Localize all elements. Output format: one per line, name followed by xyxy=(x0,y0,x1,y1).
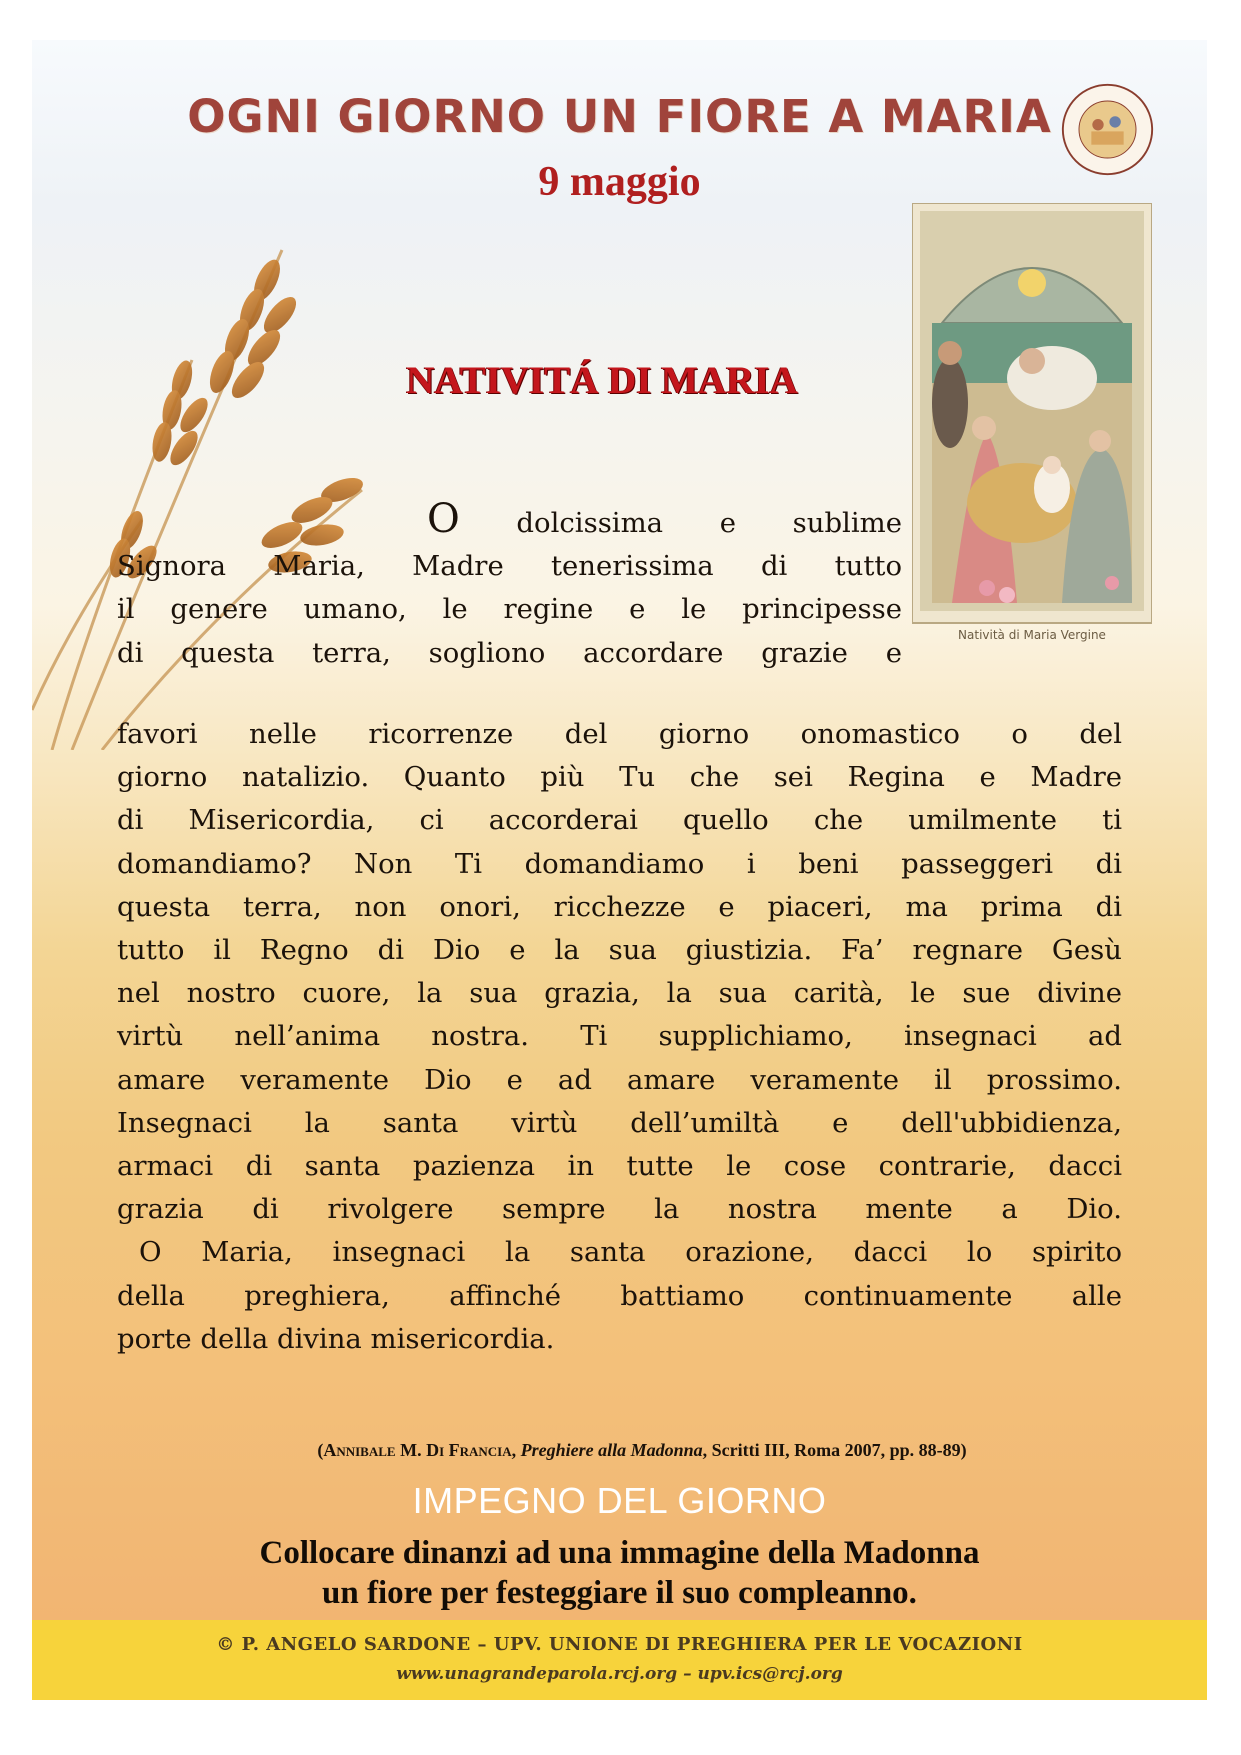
prayer-line: nel nostro cuore, la sua grazia, la sua carità, le sue divine xyxy=(117,977,1122,1010)
prayer-line: giorno natalizio. Quanto più Tu che sei Regina e Madre xyxy=(117,761,1122,794)
daily-commitment xyxy=(32,1533,1207,1613)
prayer-line: Insegnaci la santa virtù dell’umiltà e dell'ubbidienza, xyxy=(117,1106,1122,1139)
prayer-line: della preghiera, affinché battiamo continuamente alle xyxy=(117,1279,1122,1312)
painting-caption: Natività di Maria Vergine xyxy=(958,628,1106,642)
prayer-line: armaci di santa pazienza in tutte le cose contrarie, dacci xyxy=(117,1150,1122,1183)
nativity-painting xyxy=(912,203,1152,648)
citation-rest: , Scritti III, Roma 2007, pp. 88-89) xyxy=(702,1440,967,1460)
prayer-line: questa terra, non onori, ricchezze e piaceri, ma prima di xyxy=(117,890,1122,923)
citation-sep: , xyxy=(511,1440,521,1460)
citation-open: ( xyxy=(317,1440,324,1460)
date-label: 9 maggio xyxy=(538,159,701,205)
prayer-lead-line: Signora Maria, Madre tenerissima di tutto xyxy=(117,550,902,583)
footer-contacts: www.unagrandeparola.rcj.org – upv.ics@rcj.org xyxy=(396,1664,843,1684)
prayer-lead xyxy=(117,498,902,675)
prayer-line: favori nelle ricorrenze del giorno onomastico o del xyxy=(117,718,1122,750)
footer-band xyxy=(32,1620,1207,1700)
citation-author: Annibale M. Di Francia xyxy=(323,1440,512,1460)
prayer-body xyxy=(117,713,1122,1361)
prayer-line: di Misericordia, ci accorderai quello che umilmente ti xyxy=(117,804,1122,837)
prayer-line: tutto il Regno di Dio e la sua giustizia. Fa’ regnare Gesù xyxy=(117,934,1122,967)
prayer-line: O Maria, insegnaci la santa orazione, dacci lo spirito xyxy=(139,1236,1122,1269)
prayer-lead-line: il genere umano, le regine e le principesse xyxy=(117,593,902,626)
unione-preghiera-seal-logo xyxy=(1060,82,1155,177)
page-title: OGNI GIORNO UN FIORE A MARIA xyxy=(187,90,1052,143)
prayer-drop-initial: O xyxy=(427,496,460,542)
prayer-line: virtù nell’anima nostra. Ti supplichiamo, insegnaci ad xyxy=(117,1020,1122,1053)
prayer-line: domandiamo? Non Ti domandiamo i beni passeggeri di xyxy=(117,847,1122,880)
prayer-line: grazia di rivolgere sempre la nostra mente a Dio. xyxy=(117,1193,1122,1226)
impegno-label: IMPEGNO DEL GIORNO xyxy=(412,1480,827,1521)
prayer-lead-line: di questa terra, sogliono accordare grazie e xyxy=(117,636,902,669)
prayer-line: porte della divina misericordia. xyxy=(117,1322,555,1355)
prayer-lead-line xyxy=(117,498,902,545)
flyer-page xyxy=(32,40,1207,1700)
citation-work: Preghiere alla Madonna xyxy=(520,1440,703,1460)
citation xyxy=(162,1440,1122,1461)
commitment-line: un fiore per festeggiare il suo compleanno. xyxy=(322,1575,917,1611)
prayer-lead-line-text: dolcissima e sublime xyxy=(459,507,902,539)
section-heading: NATIVITÁ DI MARIA xyxy=(406,359,798,402)
footer-copyright: © P. ANGELO SARDONE – UPV. UNIONE DI PREGHIERA PER LE VOCAZIONI xyxy=(216,1634,1023,1655)
prayer-line: amare veramente Dio e ad amare veramente il prossimo. xyxy=(117,1063,1122,1096)
commitment-line: Collocare dinanzi ad una immagine della Madonna xyxy=(259,1535,980,1571)
